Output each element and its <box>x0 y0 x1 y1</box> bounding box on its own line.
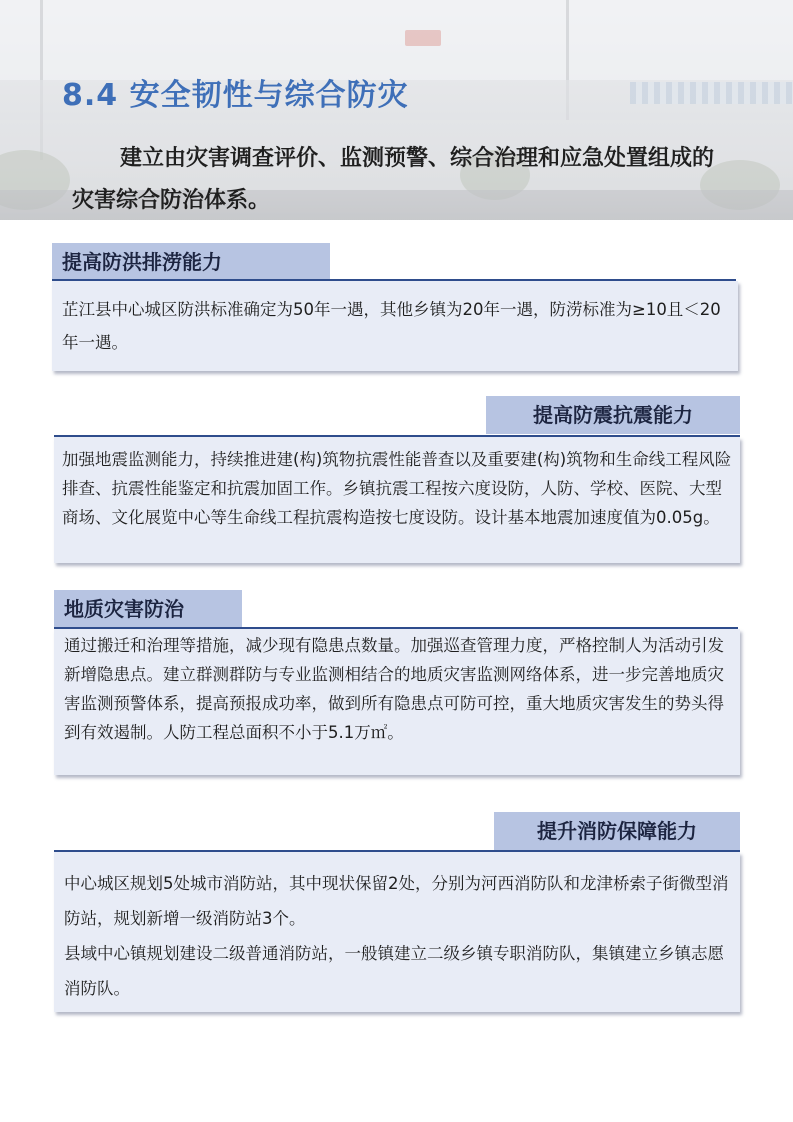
section-heading-fire: 提升消防保障能力 <box>494 812 740 850</box>
section-text-flood: 芷江县中心城区防洪标准确定为50年一遇，其他乡镇为20年一遇，防涝标准为≥10且＜20年一遇。 <box>62 300 721 352</box>
section-heading-flood: 提高防洪排涝能力 <box>52 243 330 281</box>
lead-paragraph: 建立由灾害调查评价、监测预警、综合治理和应急处置组成的灾害综合防治体系。 <box>72 146 715 213</box>
page-title: 8.4 安全韧性与综合防灾 <box>62 78 409 113</box>
section-box-geohazard <box>54 629 740 775</box>
section-text-earthquake: 加强地震监测能力，持续推进建(构)筑物抗震性能普查以及重要建(构)筑物和生命线工程风险排查、抗震性能鉴定和抗震加固工作。乡镇抗震工程按六度设防，人防、学校、医院、大型商场、文化展览中心等生命线工程抗震构造按七度设防。设计基本地震加速度值为0.05g。 <box>62 450 732 527</box>
section-heading-geohazard: 地质灾害防治 <box>54 590 242 628</box>
section-text-geohazard: 通过搬迁和治理等措施，减少现有隐患点数量。加强巡查管理力度，严格控制人为活动引发新增隐患点。建立群测群防与专业监测相结合的地质灾害监测网络体系，进一步完善地质灾害监测预警体系，提高预报成功率，做到所有隐患点可防可控，重大地质灾害发生的势头得到有效遏制。人防工程总面积不小于5.1万㎡。 <box>64 636 724 742</box>
section-box-flood <box>52 281 738 371</box>
section-text-fire-1: 中心城区规划5处城市消防站，其中现状保留2处，分别为河西消防队和龙津桥索子街微型消防站，规划新增一级消防站3个。 <box>64 874 729 928</box>
section-box-fire <box>54 852 740 1012</box>
section-heading-earthquake: 提高防震抗震能力 <box>486 396 740 434</box>
section-box-earthquake <box>54 437 740 563</box>
section-text-fire-2: 县域中心镇规划建设二级普通消防站，一般镇建立二级乡镇专职消防队，集镇建立乡镇志愿消防队。 <box>64 944 724 998</box>
